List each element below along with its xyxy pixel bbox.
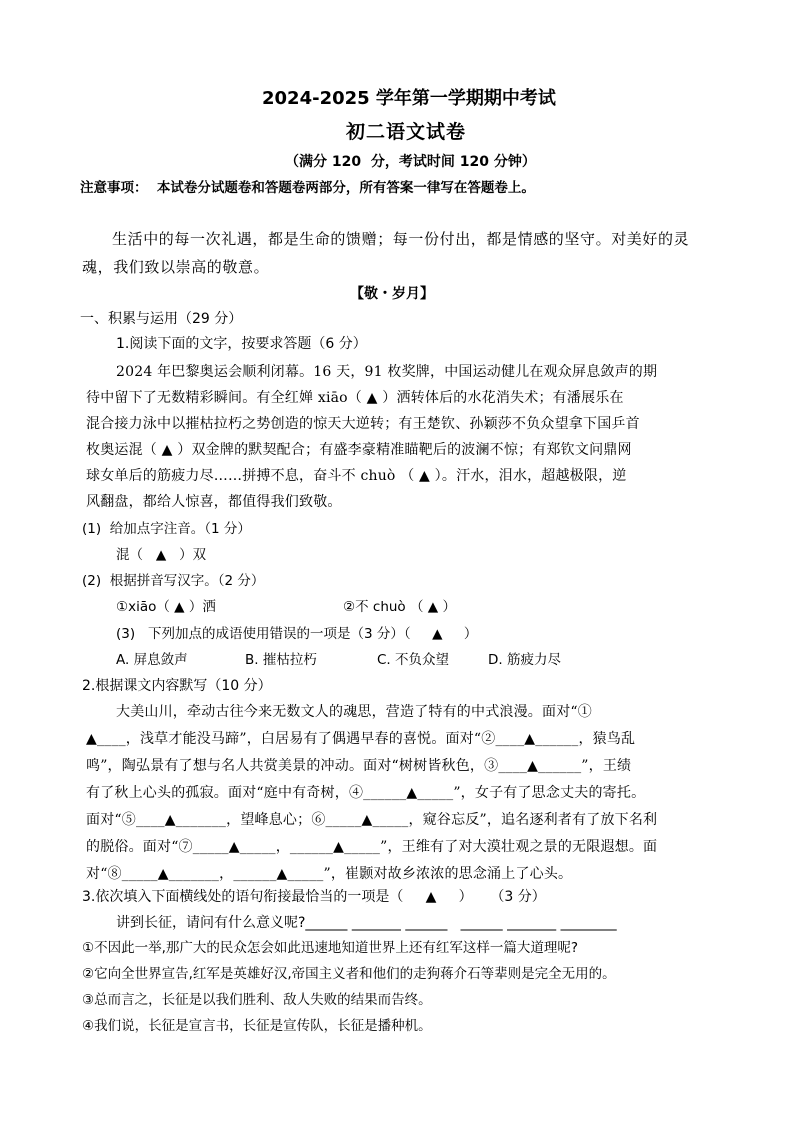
notice: 注意事项： 本试卷分试题卷和答题卷两部分，所有答案一律写在答题卷上。 xyxy=(80,180,535,196)
exam-title: 2024-2025 学年第一学期期中考试 xyxy=(262,88,556,109)
q1-sub1-stem: (1) 给加点字注音。（1 分） xyxy=(82,521,251,537)
q2-line: 面对“⑤____▲_______，望峰息心；⑥_____▲_____，窥谷忘反”，追名逐利者有了放下名利 xyxy=(86,812,658,828)
q2-line: 对“⑧_____▲_______，______▲_____”，崔颢对故乡浓浓的思念涌上了心头。 xyxy=(86,866,573,882)
q1-passage-line: 待中留下了无数精彩瞬间。有全红婵 xiāo（ ▲ ）洒转体后的水花消失术；有潘展乐在 xyxy=(86,390,624,406)
section-heading: 【敬・岁月】 xyxy=(350,286,434,302)
q2-line: 大美山川，牵动古往今来无数文人的魂思，营造了特有的中式浪漫。面对“① xyxy=(116,704,592,720)
part1-title: 一、积累与运用（29 分） xyxy=(80,311,243,327)
q3-stem: 3.依次填入下面横线处的语句衔接最恰当的一项是（ ▲ ） （3 分） xyxy=(82,889,546,905)
q3-item: ③总而言之，长征是以我们胜利、敌人失败的结果而告终。 xyxy=(82,992,432,1008)
q1-sub2-item-b: ②不 chuò （ ▲ ） xyxy=(343,599,456,615)
q1-sub2-item-a: ①xiāo（ ▲ ）洒 xyxy=(116,599,216,615)
q1-passage-line: 混合接力泳中以摧枯拉朽之势创造的惊天大逆转；有王楚钦、孙颖莎不负众望拿下国乒首 xyxy=(86,416,640,432)
q1-option: C. 不负众望 xyxy=(377,652,450,668)
q1-passage-line: 枚奥运混（ ▲ ）双金牌的默契配合；有盛李豪精准瞄靶后的波澜不惊；有郑钦文问鼎网 xyxy=(86,442,632,458)
q2-stem: 2.根据课文内容默写（10 分） xyxy=(82,678,272,694)
q2-line: 鸣”，陶弘景有了想与名人共赏美景的冲动。面对“树树皆秋色，③____▲______”，王绩 xyxy=(86,758,632,774)
q2-line: ▲____，浅草才能没马蹄”，白居易有了偶遇早春的喜悦。面对“②____▲______，猿鸟乱 xyxy=(86,731,636,747)
q1-stem: 1.阅读下面的文字，按要求答题（6 分） xyxy=(116,336,367,352)
q1-option: D. 筋疲力尽 xyxy=(488,652,561,668)
q3-item: ②它向全世界宣告,红军是英雄好汉,帝国主义者和他们的走狗蒋介石等辈则是完全无用的。 xyxy=(82,966,616,982)
intro-line-2: 魂，我们致以崇高的敬意。 xyxy=(82,258,270,276)
q3-prompt: 讲到长征，请问有什么意义呢?______ _______ ______ ______ _______ ________ xyxy=(116,915,617,931)
q2-line: 有了秋上心头的孤寂。面对“庭中有奇树，④______▲_____”，女子有了思念丈夫的寄托。 xyxy=(86,785,646,801)
q3-item: ④我们说，长征是宣言书，长征是宣传队，长征是播种机。 xyxy=(82,1018,432,1034)
q1-sub1-item: 混（ ▲ ）双 xyxy=(116,547,207,563)
q1-passage-line: 2024 年巴黎奥运会顺利闭幕。16 天，91 枚奖牌，中国运动健儿在观众屏息敛声的期 xyxy=(116,364,658,380)
q1-option: B. 摧枯拉朽 xyxy=(245,652,317,668)
q1-sub2-stem: (2) 根据拼音写汉字。（2 分） xyxy=(82,573,265,589)
q1-option: A. 屏息敛声 xyxy=(116,652,188,668)
q2-line: 的脱俗。面对“⑦_____▲_____，______▲_____”，王维有了对大漠壮观之景的无限遐想。面 xyxy=(86,839,658,855)
q1-passage-line: 球女单后的筋疲力尽……拼搏不息，奋斗不 chuò （ ▲ ）。汗水，泪水，超越极限，逆 xyxy=(86,468,627,484)
paper-title: 初二语文试卷 xyxy=(346,121,467,143)
q1-passage-line: 风翻盘，都给人惊喜，都值得我们致敬。 xyxy=(86,494,342,510)
q3-item: ①不因此一举,那广大的民众怎会如此迅速地知道世界上还有红军这样一篇大道理呢? xyxy=(82,940,579,956)
q1-sub3-stem: (3) 下列加点的成语使用错误的一项是（3 分）（ ▲ ） xyxy=(116,626,478,642)
score-info: （满分 120 分，考试时间 120 分钟） xyxy=(285,154,536,170)
intro-line-1: 生活中的每一次礼遇，都是生命的馈赠；每一份付出，都是情感的坚守。对美好的灵 xyxy=(112,230,690,248)
